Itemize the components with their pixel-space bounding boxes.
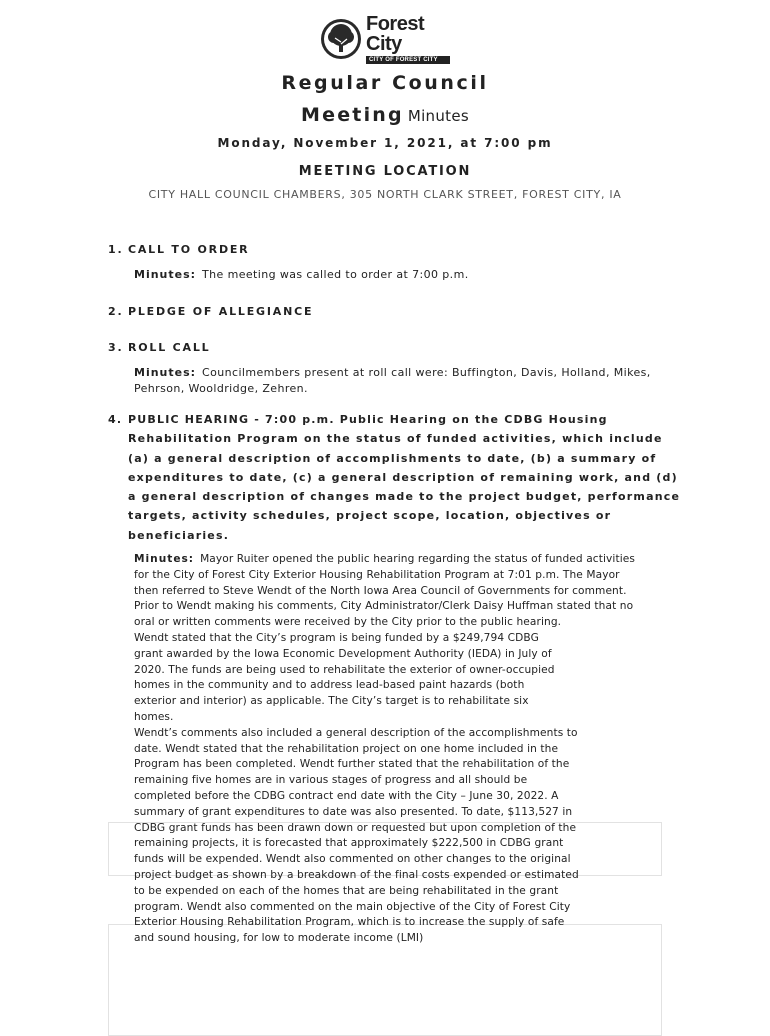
item-title-line: PUBLIC HEARING - 7:00 p.m. Public Hearing on the CDBG Housing bbox=[128, 413, 608, 426]
item-number: 3. bbox=[108, 341, 124, 354]
item-title: ROLL CALL bbox=[128, 341, 211, 354]
minutes-line: project budget as shown by a breakdown of the final costs expended or estimated bbox=[134, 868, 579, 881]
minutes-label: Minutes: bbox=[134, 366, 197, 379]
minutes-line: Wendt stated that the City’s program is being funded by a $249,794 CDBG bbox=[134, 631, 539, 644]
minutes-line: and sound housing, for low to moderate income (LMI) bbox=[134, 932, 424, 945]
minutes-line: remaining projects, it is forecasted that approximately $222,500 in CDBG grant bbox=[134, 837, 564, 850]
minutes-line: grant awarded by the Iowa Economic Development Authority (IEDA) in July of bbox=[134, 647, 552, 660]
minutes-line: funds will be expended. Wendt also commented on other changes to the original bbox=[134, 853, 571, 866]
item-number: 4. bbox=[108, 413, 123, 426]
item-title-line: (a) a general description of accomplishments to date, (b) a summary of bbox=[128, 451, 657, 465]
title-meeting: Meeting bbox=[301, 104, 404, 126]
minutes-text: Councilmembers present at roll call were: Buffington, Davis, Holland, Mikes, bbox=[202, 366, 651, 379]
minutes-line: date. Wendt stated that the rehabilitation project on one home included in the bbox=[134, 742, 559, 755]
location-heading: MEETING LOCATION bbox=[298, 164, 472, 179]
minutes-line: summary of grant expenditures to date was also presented. To date, $113,527 in bbox=[134, 805, 573, 818]
minutes-line: Program has been completed. Wendt further stated that the rehabilitation of the bbox=[134, 758, 570, 771]
logo-subtitle: CITY OF FOREST CITY bbox=[366, 56, 450, 64]
minutes-line: CDBG grant funds has been drawn down or requested but upon completion of the bbox=[134, 821, 577, 834]
item-number: 1. bbox=[108, 243, 124, 256]
minutes-line: homes. bbox=[134, 710, 174, 723]
item-number: 2. bbox=[108, 305, 124, 318]
minutes-text: The meeting was called to order at 7:00 p.m. bbox=[202, 268, 469, 281]
minutes-label: Minutes: bbox=[134, 268, 197, 281]
agenda-item-3 bbox=[108, 341, 210, 354]
document-subtitle bbox=[0, 104, 770, 126]
minutes-line: Mayor Ruiter opened the public hearing regarding the status of funded activities bbox=[200, 553, 635, 565]
meeting-date: Monday, November 1, 2021, at 7:00 pm bbox=[217, 136, 553, 150]
minutes-line: 2020. The funds are being used to rehabilitate the exterior of owner-occupied bbox=[134, 663, 555, 676]
item-title-line: targets, activity schedules, project scope, location, objectives or bbox=[128, 509, 612, 523]
minutes-line: program. Wendt also commented on the main objective of the City of Forest City bbox=[134, 900, 571, 913]
minutes-line: completed before the CDBG contract end date with the City – June 30, 2022. A bbox=[134, 789, 559, 802]
tree-icon bbox=[320, 18, 362, 60]
logo-name: Forest City bbox=[366, 13, 425, 55]
minutes-line: Wendt’s comments also included a general description of the accomplishments to bbox=[134, 726, 578, 739]
document-title: Regular Council bbox=[281, 72, 489, 94]
item-title-line: beneficiaries. bbox=[128, 528, 230, 542]
item-title-line: expenditures to date, (c) a general description of remaining work, and (d) bbox=[128, 470, 678, 484]
item-3-minutes bbox=[134, 365, 651, 397]
item-1-minutes bbox=[134, 267, 469, 283]
item-title-line: Rehabilitation Program on the status of funded activities, which include bbox=[128, 432, 663, 446]
location-address: CITY HALL COUNCIL CHAMBERS, 305 NORTH CLARK STREET, FOREST CITY, IA bbox=[148, 188, 622, 201]
agenda-item-4 bbox=[108, 410, 681, 545]
minutes-line: for the City of Forest City Exterior Housing Rehabilitation Program at 7:01 p.m. The Mayor bbox=[134, 568, 620, 581]
agenda-item-2 bbox=[108, 305, 313, 318]
minutes-text: Pehrson, Wooldridge, Zehren. bbox=[134, 382, 308, 395]
minutes-line: Exterior Housing Rehabilitation Program, which is to increase the supply of safe bbox=[134, 916, 565, 929]
item-4-minutes bbox=[134, 552, 734, 947]
city-logo bbox=[320, 13, 450, 63]
minutes-label: Minutes: bbox=[134, 553, 195, 565]
minutes-line: exterior and interior) as applicable. The City’s target is to rehabilitate six bbox=[134, 695, 529, 708]
item-title: CALL TO ORDER bbox=[128, 243, 250, 256]
item-title-line: a general description of changes made to the project budget, performance bbox=[128, 490, 681, 504]
minutes-line: to be expended on each of the homes that are being rehabilitated in the grant bbox=[134, 884, 559, 897]
minutes-line: remaining five homes are in various stages of progress and all should be bbox=[134, 774, 528, 787]
agenda-item-1 bbox=[108, 243, 249, 256]
minutes-line: oral or written comments were received by the City prior to the public hearing. bbox=[134, 616, 562, 629]
minutes-line: then referred to Steve Wendt of the North Iowa Area Council of Governments for comment. bbox=[134, 584, 627, 597]
minutes-line: Prior to Wendt making his comments, City Administrator/Clerk Daisy Huffman stated that no bbox=[134, 600, 634, 613]
minutes-line: homes in the community and to address lead-based paint hazards (both bbox=[134, 679, 525, 692]
item-title: PLEDGE OF ALLEGIANCE bbox=[128, 305, 314, 318]
title-minutes: Minutes bbox=[407, 107, 469, 125]
